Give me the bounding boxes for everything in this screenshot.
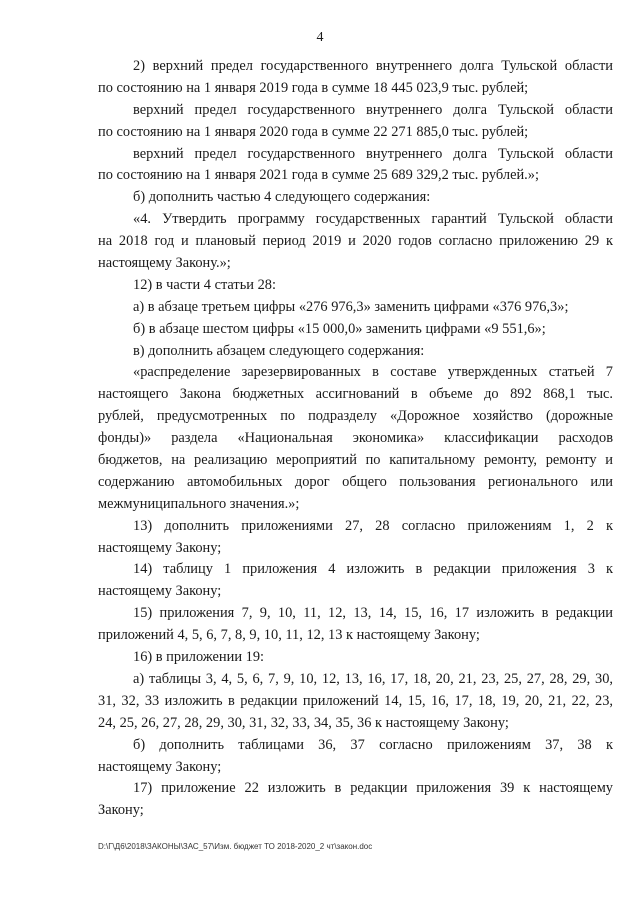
text-line: по состоянию на 1 января 2021 года в сумме 25 689 329,2 тыс. рублей.»; <box>98 167 539 184</box>
text-line: б) дополнить таблицами 36, 37 согласно приложениям 37, 38 к <box>133 736 613 753</box>
page-number: 4 <box>316 30 324 45</box>
text-line: б) дополнить частью 4 следующего содержания: <box>133 189 431 206</box>
text-line: верхний предел государственного внутреннего долга Тульской области <box>133 145 613 162</box>
text-line: Закону; <box>98 802 144 819</box>
text-line: «4. Утвердить программу государственных гарантий Тульской области <box>133 211 613 228</box>
text-line: бюджетов, на реализацию мероприятий по капитальному ремонту, ремонту и <box>98 452 613 469</box>
text-line: по состоянию на 1 января 2020 года в сумме 22 271 885,0 тыс. рублей; <box>98 123 529 140</box>
text-line: межмуниципального значения.»; <box>98 495 300 512</box>
text-line: верхний предел государственного внутреннего долга Тульской области <box>133 101 613 118</box>
file-path-footer: D:\Г\Д6\2018\ЗАКОНЫ\ЗАС_57\Изм. бюджет ТО 2018-2020_2 чт\закон.doc <box>98 842 373 851</box>
text-line: 15) приложения 7, 9, 10, 11, 12, 13, 14, 15, 16, 17 изложить в редакции <box>133 605 613 622</box>
text-line: настоящему Закону.»; <box>98 255 231 272</box>
text-line: настоящему Закону; <box>98 583 222 600</box>
text-line: настоящего Закона бюджетных ассигнований в объеме до 892 868,1 тыс. <box>98 386 613 403</box>
text-line: «распределение зарезервированных в составе утвержденных статьей 7 <box>133 364 613 381</box>
text-line: 14) таблицу 1 приложения 4 изложить в редакции приложения 3 к <box>133 561 613 578</box>
text-line: рублей, предусмотренных по подразделу «Дорожное хозяйство (дорожные <box>98 408 613 425</box>
text-line: настоящему Закону; <box>98 539 222 556</box>
text-line: содержанию автомобильных дорог общего пользования регионального или <box>98 473 613 490</box>
text-line: 24, 25, 26, 27, 28, 29, 30, 31, 32, 33, 34, 35, 36 к настоящему Закону; <box>98 714 509 731</box>
text-line: приложений 4, 5, 6, 7, 8, 9, 10, 11, 12, 13 к настоящему Закону; <box>98 627 480 644</box>
text-line: 31, 32, 33 изложить в редакции приложений 14, 15, 16, 17, 18, 19, 20, 21, 22, 23, <box>98 692 613 709</box>
text-line: б) в абзаце шестом цифры «15 000,0» заменить цифрами «9 551,6»; <box>133 320 546 337</box>
text-line: настоящему Закону; <box>98 758 222 775</box>
text-line: 17) приложение 22 изложить в редакции приложения 39 к настоящему <box>133 780 613 797</box>
text-line: на 2018 год и плановый период 2019 и 2020 годов согласно приложению 29 к <box>98 233 613 250</box>
text-line: по состоянию на 1 января 2019 года в сумме 18 445 023,9 тыс. рублей; <box>98 79 529 96</box>
text-line: фонды)» раздела «Национальная экономика» классификации расходов <box>98 430 613 447</box>
text-line: 16) в приложении 19: <box>133 649 265 666</box>
text-line: 2) верхний предел государственного внутреннего долга Тульской области <box>133 58 613 74</box>
document-body <box>98 56 613 822</box>
text-line: 13) дополнить приложениями 27, 28 согласно приложениям 1, 2 к <box>133 517 613 534</box>
text-line: а) таблицы 3, 4, 5, 6, 7, 9, 10, 12, 13, 16, 17, 18, 20, 21, 23, 25, 27, 28, 29, 30, <box>133 670 613 687</box>
text-line: в) дополнить абзацем следующего содержания: <box>133 342 425 359</box>
text-line: 12) в части 4 статьи 28: <box>133 276 276 293</box>
text-line: а) в абзаце третьем цифры «276 976,3» заменить цифрами «376 976,3»; <box>133 298 569 315</box>
